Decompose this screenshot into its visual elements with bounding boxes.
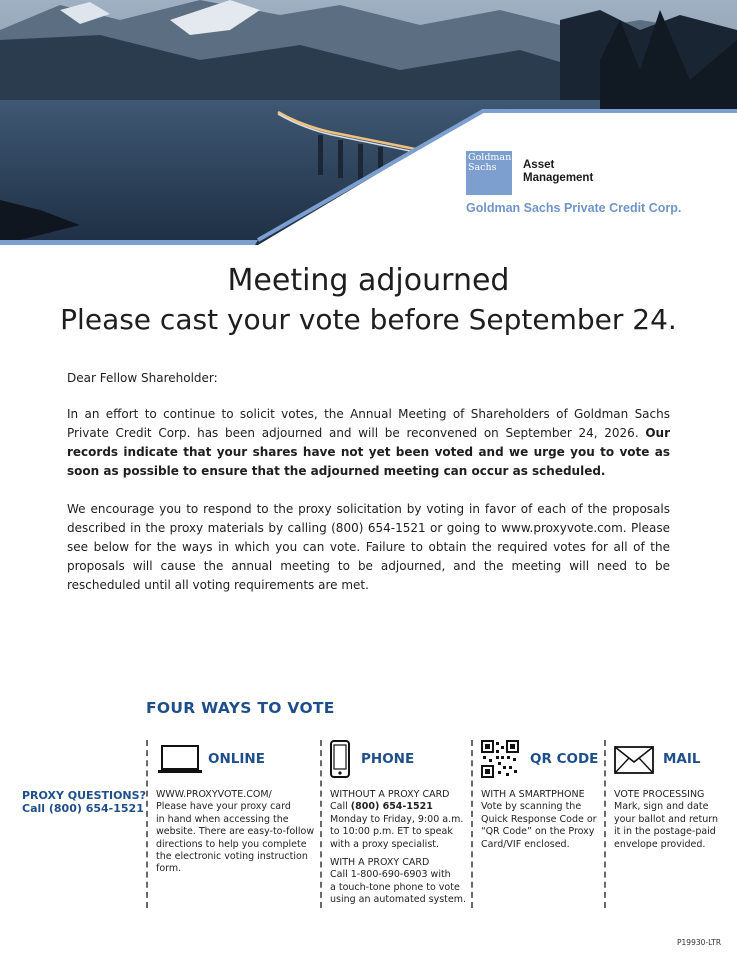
phone-icon [330,740,350,778]
online-line: Please have your proxy card [156,801,291,813]
qr-line: Quick Response Code or [481,813,597,825]
online-line: in hand when accessing the [156,813,289,825]
phone-call-prefix: Call [330,801,351,813]
vote-option-online [146,740,316,908]
phone-line: WITHOUT A PROXY CARD [330,789,450,800]
phone-line: using an automated system. [330,894,466,906]
document-code: P19930-LTR [677,938,722,947]
phone-line: a touch-tone phone to vote [330,881,460,893]
brand-line-2: Management [523,172,594,184]
phone-number[interactable]: (800) 654-1521 [350,801,433,813]
mail-instructions [614,789,718,851]
laptop-icon [158,745,202,775]
online-line: the electronic voting instruction [156,851,308,863]
qr-line: Card/VIF enclosed. [481,838,570,850]
paragraph-1-emphasis: Our records indicate that your shares have not yet been voted and we urge you to vote as soon as possible to ensure that the adjourned meeting can occur as scheduled. [67,426,670,478]
qr-line: Vote by scanning the [481,801,582,813]
phone-line: to 10:00 p.m. ET to speak [330,826,453,838]
qr-code-icon [481,740,519,778]
vote-option-phone [320,740,467,908]
mail-title: MAIL [663,751,701,767]
online-line: form. [156,863,182,875]
vote-option-qr-code [471,740,601,908]
brand-logo-block [466,151,706,221]
online-line: website. There are easy-to-follow [156,826,315,838]
letter-paragraph-2: We encourage you to respond to the proxy solicitation by voting in favor of each of the proposals described in the proxy materials by calling (800) 654-1521 or going to www.proxyvote.com. Please see below for the ways in which you can vote. Failure to obtain the required votes for all of the proposals will cause the annual meeting to be adjourned, and the meeting will need to be rescheduled until all voting requirements are met. [67,502,670,592]
online-line: directions to help you complete [156,838,307,850]
phone-call-line [330,801,466,813]
qr-title: QR CODE [530,751,599,767]
goldman-sachs-logo [466,151,512,195]
phone-instructions [330,789,466,907]
proxy-questions [22,789,146,815]
qr-line: WITH A SMARTPHONE [481,789,585,800]
phone-line: WITH A PROXY CARD [330,857,430,869]
asset-management-label [523,159,593,185]
letter-paragraph-1 [67,405,670,481]
paragraph-1-text: In an effort to continue to solicit votes, the Annual Meeting of Shareholders of Goldman Sachs Private Credit Corp. has been adjourned and will be reconvened on September 24, 2026. [67,407,670,440]
mail-line: VOTE PROCESSING [614,789,705,800]
online-title: ONLINE [208,751,265,767]
phone-line: Call 1-800-690-6903 with [330,869,451,881]
logo-line-1: Goldman [468,152,512,163]
phone-line: Monday to Friday, 9:00 a.m. [330,813,464,825]
company-name: Goldman Sachs Private Credit Corp. [466,201,682,215]
ways-to-vote-title: FOUR WAYS TO VOTE [146,699,335,717]
online-instructions [156,789,314,876]
salutation: Dear Fellow Shareholder: [67,371,218,385]
mail-line: envelope provided. [614,838,706,850]
proxy-questions-heading: PROXY QUESTIONS? [22,789,146,802]
mail-line: it in the postage-paid [614,826,716,838]
phone-title: PHONE [361,751,415,767]
proxy-questions-phone: Call (800) 654-1521 [22,802,144,815]
logo-line-2: Sachs [468,162,497,173]
qr-line: “QR Code” on the Proxy [481,826,595,838]
mail-line: Mark, sign and date [614,801,709,813]
page-title: Meeting adjourned [227,263,510,298]
phone-line: with a proxy specialist. [330,838,440,850]
brand-line-1: Asset [523,159,555,171]
qr-instructions [481,789,597,851]
page-subtitle: Please cast your vote before September 24. [60,303,677,336]
online-line[interactable]: WWW.PROXYVOTE.COM/ [156,789,272,800]
envelope-icon [614,746,654,774]
vote-option-mail [604,740,724,908]
mail-line: your ballot and return [614,813,719,825]
